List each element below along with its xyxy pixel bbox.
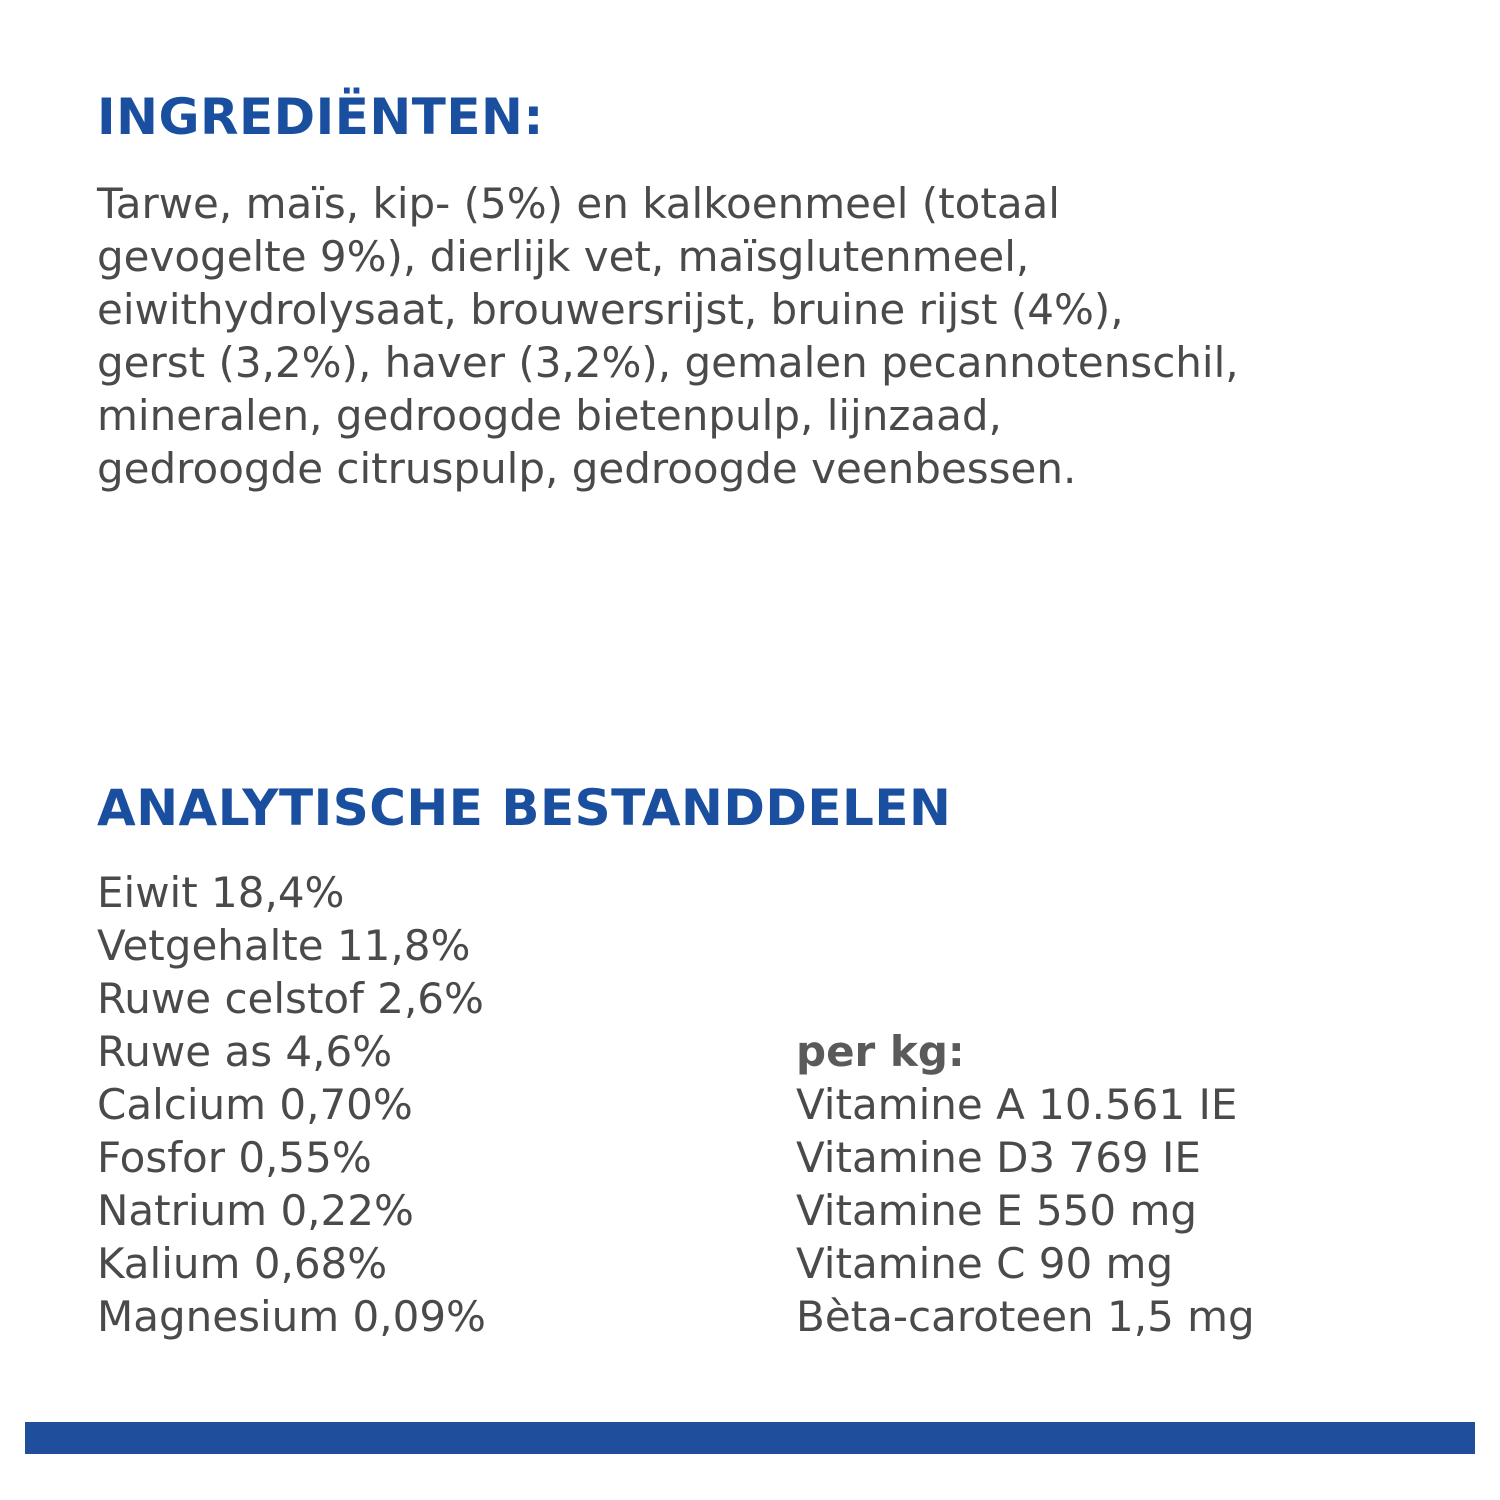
per-kg-label: per kg: (796, 1027, 965, 1076)
nutrient-item: Eiwit 18,4% (97, 868, 345, 917)
ingredients-line: gevogelte 9%), dierlijk vet, maïsglutenmeel, (97, 232, 1030, 281)
vitamin-item: Vitamine A 10.561 IE (796, 1080, 1238, 1129)
nutrient-item: Calcium 0,70% (97, 1080, 413, 1129)
nutrient-item: Fosfor 0,55% (97, 1133, 372, 1182)
vitamin-item: Vitamine E 550 mg (796, 1186, 1198, 1235)
ingredients-heading: INGREDIËNTEN: (97, 88, 544, 146)
vitamin-item: Bèta-caroteen 1,5 mg (796, 1292, 1255, 1341)
ingredients-line: mineralen, gedroogde bietenpulp, lijnzaad, (97, 391, 1002, 440)
nutrient-item: Vetgehalte 11,8% (97, 921, 471, 970)
ingredients-list (97, 177, 1457, 495)
nutrient-item: Magnesium 0,09% (97, 1292, 486, 1341)
vitamin-item: Vitamine D3 769 IE (796, 1133, 1201, 1182)
ingredients-line: eiwithydrolysaat, brouwersrijst, bruine rijst (4%), (97, 285, 1124, 334)
nutrient-item: Ruwe celstof 2,6% (97, 974, 484, 1023)
bottom-accent-bar (25, 1422, 1475, 1454)
vitamins-per-kg-list (796, 1025, 1255, 1343)
ingredients-line: gerst (3,2%), haver (3,2%), gemalen pecannotenschil, (97, 338, 1239, 387)
ingredients-line: gedroogde citruspulp, gedroogde veenbessen. (97, 444, 1077, 493)
vitamin-item: Vitamine C 90 mg (796, 1239, 1174, 1288)
analytical-constituents-heading: ANALYTISCHE BESTANDDELEN (97, 779, 952, 837)
analytical-constituents-list (97, 866, 486, 1343)
nutrient-item: Natrium 0,22% (97, 1186, 414, 1235)
ingredients-line: Tarwe, maïs, kip- (5%) en kalkoenmeel (totaal (97, 179, 1060, 228)
nutrient-item: Ruwe as 4,6% (97, 1027, 393, 1076)
nutrient-item: Kalium 0,68% (97, 1239, 388, 1288)
